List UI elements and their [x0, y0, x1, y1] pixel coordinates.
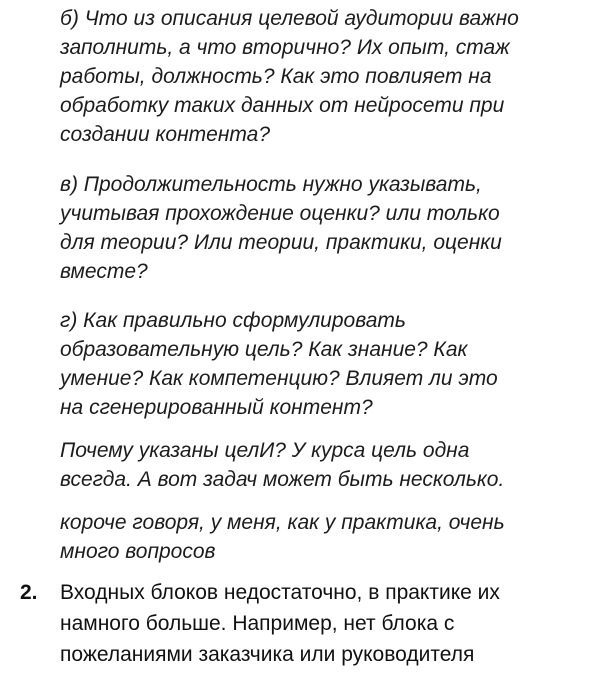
paragraph-summary [60, 508, 580, 566]
text-line: пожеланиями заказчика или руководителя [60, 643, 475, 666]
text-line: работы, должность? Как это повлияет на [60, 65, 492, 88]
text-line: в) Продолжительность нужно указывать, [60, 173, 482, 196]
text-line: Входных блоков недостаточно, в практике их [60, 581, 500, 604]
text-line: намного больше. Например, нет блока с [60, 612, 455, 635]
text-line: короче говоря, у меня, как у практика, очень [60, 511, 505, 534]
text-line: б) Что из описания целевой аудитории важно [60, 7, 519, 30]
text-line: учитывая прохождение оценки? или только [60, 202, 500, 225]
paragraph-b [60, 4, 580, 149]
text-line: много вопросов [60, 540, 216, 563]
text-line: г) Как правильно сформулировать [60, 309, 406, 332]
text-line: всегда. А вот задач может быть несколько. [60, 468, 505, 491]
paragraph-goals [60, 436, 580, 494]
numbered-item-text [60, 577, 590, 670]
paragraph-v [60, 170, 580, 286]
paragraph-g [60, 306, 580, 422]
text-line: образовательную цель? Как знание? Как [60, 338, 468, 361]
text-line: для теории? Или теории, практики, оценки [60, 231, 502, 254]
text-line: создании контента? [60, 123, 270, 146]
text-line: обработку таких данных от нейросети при [60, 94, 505, 117]
text-line: заполнить, а что вторично? Их опыт, стаж [60, 36, 510, 59]
list-number: 2. [20, 581, 38, 604]
text-line: умение? Как компетенцию? Влияет ли это [60, 367, 498, 390]
text-line: на сгенерированный контент? [60, 396, 373, 419]
text-line: вместе? [60, 260, 148, 283]
text-line: Почему указаны целИ? У курса цель одна [60, 439, 470, 462]
